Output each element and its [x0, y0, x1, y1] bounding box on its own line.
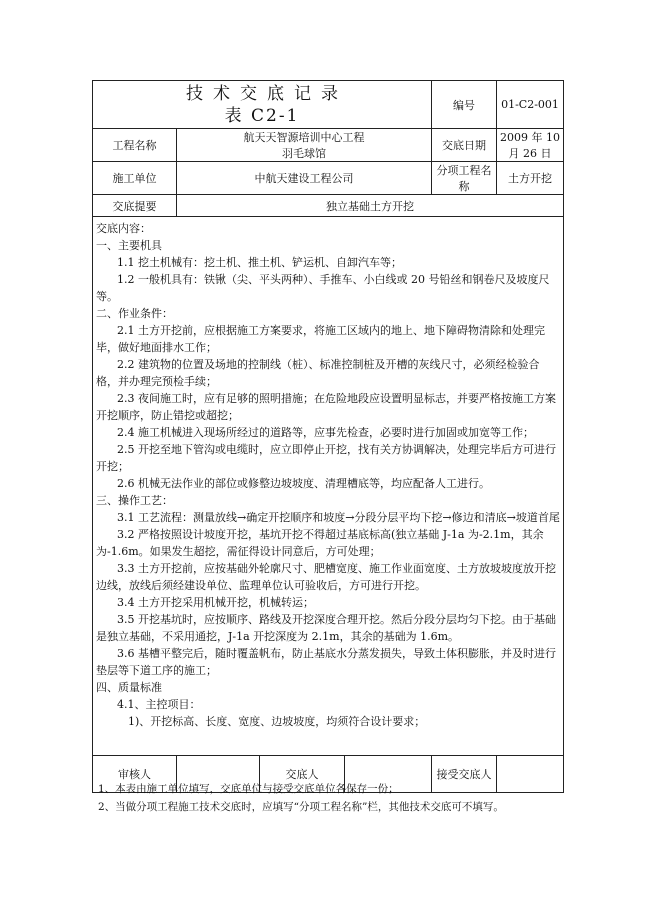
- project-name-value: [177, 129, 432, 162]
- form-subtitle: 表 C2-1: [224, 105, 300, 126]
- construction-unit-label: 施工单位: [93, 162, 177, 195]
- content-line: 4.1、主控项目：: [117, 698, 201, 711]
- content-line: 3.4 土方开挖采用机械开挖，机械转运；: [117, 596, 314, 609]
- receiver-label: 接受交底人: [432, 756, 497, 793]
- disclosure-content: [93, 217, 564, 756]
- disclosure-table: [92, 80, 564, 793]
- content-line: 2.6 机械无法作业的部位或修整边坡坡度、清理槽底等，均应配备人工进行。: [117, 477, 490, 490]
- note-item: 1、本表由施工单位填写，交底单位与接受交底单位各保存一份；: [98, 783, 399, 795]
- content-line: 3.2 严格按照设计坡度开挖，基坑开挖不得超过基底标高(独立基础 J-1a 为-2.1m，其余为-1.6m。如果发生超挖，需征得设计同意后，方可处理；: [96, 528, 544, 558]
- section-heading: 二、作业条件：: [96, 307, 173, 320]
- form-notes: [98, 780, 568, 816]
- section-heading: 四、质量标准: [96, 681, 162, 694]
- project-name-label: 工程名称: [93, 129, 177, 162]
- date-value: 2009 年 10 月 26 日: [497, 129, 564, 162]
- form-title: 技术交底记录: [186, 83, 348, 104]
- content-line: 1.2 一般机具有：铁锹（尖、平头两种）、手推车、小白线或 20 号铅丝和钢卷尺及坡度尺等。: [96, 273, 550, 303]
- content-line: 3.6 基槽平整完后，随时覆盖帆布，防止基底水分蒸发损失，导致土体积膨胀，并及时进行垫层等下道工序的施工；: [96, 647, 556, 677]
- code-label: 编号: [432, 81, 497, 129]
- note-item: 2、当做分项工程施工技术交底时，应填写“分项工程名称”栏，其他技术交底可不填写。: [98, 801, 504, 813]
- content-line: 1)、开挖标高、长度、宽度、边坡坡度，均须符合设计要求；: [128, 715, 426, 728]
- section-heading: 三、操作工艺：: [96, 494, 173, 507]
- project-name-line2: 羽毛球馆: [282, 147, 326, 160]
- content-heading: 交底内容：: [96, 222, 151, 235]
- code-value: 01-C2-001: [497, 81, 564, 129]
- content-line: 2.4 施工机械进入现场所经过的道路等，应事先检查，必要时进行加固或加宽等工作；: [117, 426, 534, 439]
- construction-unit-value: 中航天建设工程公司: [177, 162, 432, 195]
- summary-value: 独立基础土方开挖: [177, 195, 564, 217]
- reviewer-label: 审核人: [93, 756, 177, 793]
- content-line: 2.5 开挖至地下管沟或电缆时，应立即停止开挖，找有关方协调解决，处理完毕后方可进行开挖；: [96, 443, 556, 473]
- content-line: 3.1 工艺流程：测量放线→确定开挖顺序和坡度→分段分层平均下挖→修边和清底→坡道首尾: [117, 511, 560, 524]
- content-line: 1.1 挖土机械有：挖土机、推土机、铲运机、自卸汽车等；: [117, 256, 402, 269]
- technical-disclosure-form: [92, 80, 563, 793]
- content-line: 3.3 土方开挖前，应按基础外轮廓尺寸、肥槽宽度、施工作业面宽度、土方放坡坡度放开挖边线，放线后须经建设单位、监理单位认可验收后，方可进行开挖。: [96, 562, 556, 592]
- content-line: 3.5 开挖基坑时，应按顺序、路线及开挖深度合理开挖。然后分段分层均匀下挖。由于基础是独立基础，不采用通挖，J-1a 开挖深度为 2.1m，其余的基础为 1.6m。: [96, 613, 556, 643]
- date-label: 交底日期: [432, 129, 497, 162]
- form-title-cell: [93, 81, 432, 129]
- sub-project-label: 分项工程名称: [432, 162, 497, 195]
- project-name-line1: 航天天智源培训中心工程: [243, 131, 365, 144]
- presenter-label: 交底人: [260, 756, 345, 793]
- content-line: 2.1 土方开挖前，应根据施工方案要求，将施工区域内的地上、地下障碍物清除和处理完毕，做好地面排水工作；: [96, 324, 545, 354]
- sub-project-value: 土方开挖: [497, 162, 564, 195]
- summary-label: 交底提要: [93, 195, 177, 217]
- content-line: 2.3 夜间施工时，应有足够的照明措施；在危险地段应设置明显标志，并要严格按施工方案开挖顺序，防止错挖或超挖；: [96, 392, 556, 422]
- content-line: 2.2 建筑物的位置及场地的控制线（桩）、标准控制桩及开槽的灰线尺寸，必须经检验合格，并办理完预检手续；: [96, 358, 540, 388]
- section-heading: 一、主要机具: [96, 239, 162, 252]
